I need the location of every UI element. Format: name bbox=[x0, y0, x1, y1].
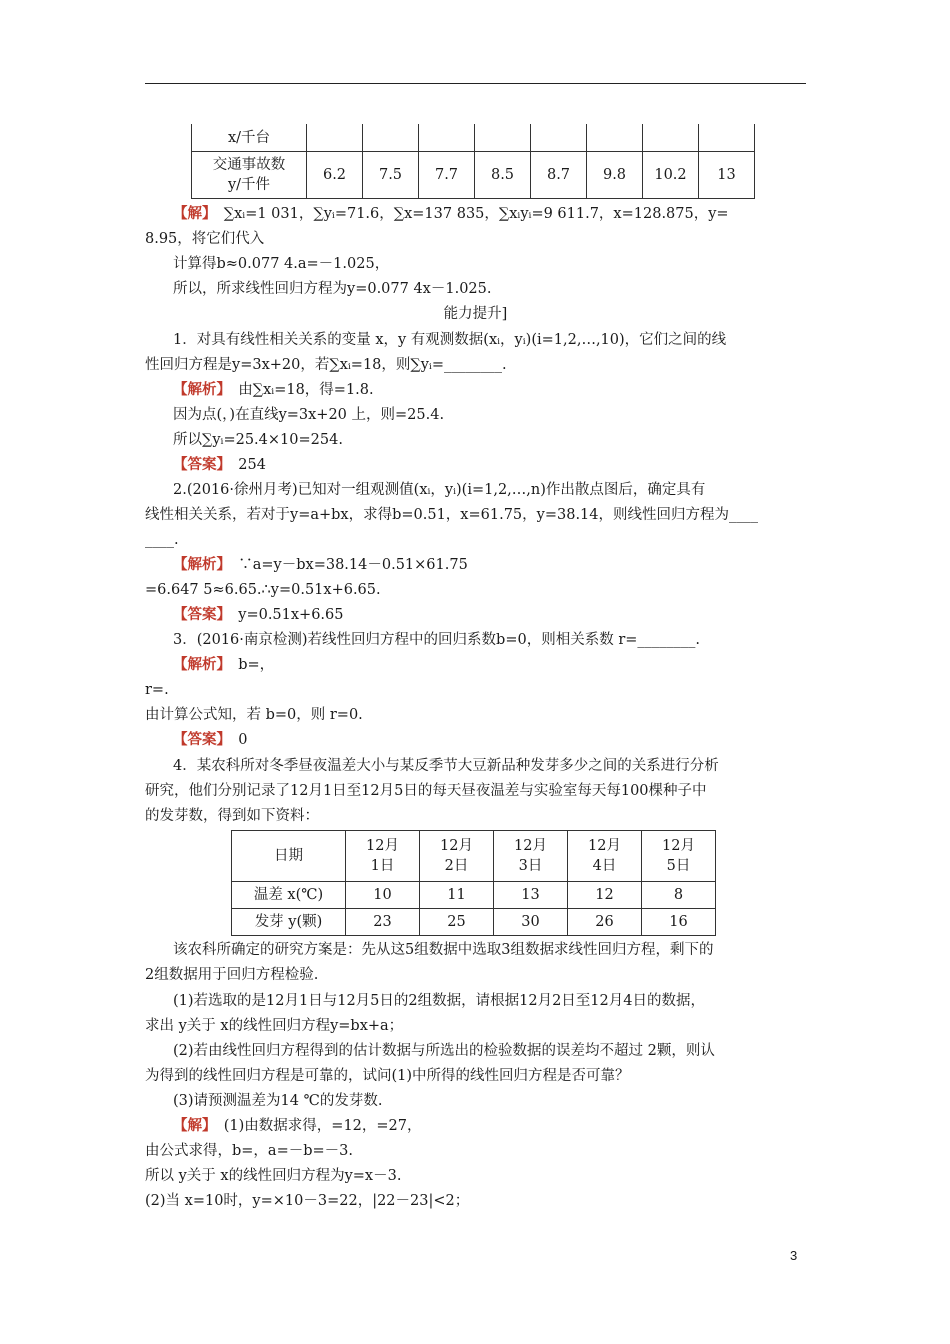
table-cell: 10 bbox=[346, 882, 420, 909]
table-cell: 26 bbox=[568, 909, 642, 936]
solution-line: 【 解 】 ∑xᵢ=1 031，∑yᵢ=71.6，∑x=137 835，∑xᵢyᵢ=9 611.7，x=128.875，y= bbox=[173, 204, 843, 224]
question-text: ____. bbox=[145, 532, 179, 548]
text-line: 计算得b≈0.077 4.a=－1.025， bbox=[173, 256, 390, 272]
text-line: 因为点(，)在直线y=3x+20 上，则=25.4. bbox=[173, 407, 445, 423]
question-text: 研究，他们分别记录了12月1日至12月5日的每天昼夜温差与实验室每天每100棵种子中 bbox=[145, 783, 707, 799]
table-cell: 12月 4日 bbox=[568, 831, 642, 882]
table-cell: 23 bbox=[346, 909, 420, 936]
analysis-line: 【 解析 】 b=， bbox=[173, 655, 843, 675]
text-line: 所以 y关于 x的线性回归方程为y=x－3. bbox=[145, 1168, 402, 1184]
sprout-table bbox=[231, 830, 716, 936]
section-title: 能力提升] bbox=[443, 306, 508, 322]
row-label: 发芽 y(颗) bbox=[232, 909, 346, 936]
table-cell: 8.5 bbox=[475, 152, 531, 199]
analysis-line: 【 解析 】 ∵a=y－bx=38.14－0.51×61.75 bbox=[173, 555, 843, 575]
table-row bbox=[192, 152, 755, 199]
question-text: 2.(2016·徐州月考)已知对一组观测值(xᵢ，yᵢ)(i=1,2,…,n)作出散点图后，确定具有 bbox=[173, 482, 706, 498]
text-line: (2)当 x=10时，y=×10－3=22，|22－23|<2； bbox=[145, 1193, 470, 1209]
table-row bbox=[232, 882, 716, 909]
text-line: (3)请预测温差为14 ℃的发芽数. bbox=[173, 1093, 383, 1109]
table-row bbox=[232, 831, 716, 882]
text-line: 所以，所求线性回归方程为y=0.077 4x－1.025. bbox=[173, 281, 492, 297]
table-cell: 30 bbox=[494, 909, 568, 936]
table-cell: 12月 2日 bbox=[420, 831, 494, 882]
table-cell: 6.2 bbox=[307, 152, 363, 199]
table-cell: 8 bbox=[642, 882, 716, 909]
question-text: 1．对具有线性相关关系的变量 x，y 有观测数据(xᵢ，yᵢ)(i=1,2,…,10)，它们之间的线 bbox=[173, 332, 727, 348]
table-cell: 7.5 bbox=[363, 152, 419, 199]
table-cell: 16 bbox=[642, 909, 716, 936]
page-number: 3 bbox=[790, 1248, 798, 1263]
table-cell: 13 bbox=[699, 152, 755, 199]
table-cell: 12月 5日 bbox=[642, 831, 716, 882]
text-line: 由计算公式知，若 b=0，则 r=0. bbox=[145, 707, 363, 723]
analysis-line: 【 解析 】 由∑xᵢ=18，得=1.8. bbox=[173, 380, 843, 400]
question-text: 3．(2016·南京检测)若线性回归方程中的回归系数b=0，则相关系数 r=________. bbox=[173, 632, 701, 648]
text-line: 8.95，将它们代入 bbox=[145, 231, 265, 247]
answer-line: 【 答案 】 0 bbox=[173, 730, 843, 750]
table-cell: 25 bbox=[420, 909, 494, 936]
row-label: x/千台 bbox=[192, 124, 307, 152]
text-line: =6.647 5≈6.65.∴y=0.51x+6.65. bbox=[145, 582, 381, 598]
table-cell: 12 bbox=[568, 882, 642, 909]
solution-line: 【 解 】 (1)由数据求得，=12，=27， bbox=[173, 1116, 843, 1136]
table-cell: 13 bbox=[494, 882, 568, 909]
text-line: (1)若选取的是12月1日与12月5日的2组数据，请根据12月2日至12月4日的数据， bbox=[173, 993, 705, 1009]
text-line: r=. bbox=[145, 682, 169, 698]
table-row bbox=[192, 124, 755, 152]
accident-table bbox=[191, 124, 755, 199]
table-cell: 9.8 bbox=[587, 152, 643, 199]
question-text: 性回归方程是y=3x+20，若∑xᵢ=18，则∑yᵢ=________. bbox=[145, 357, 507, 373]
answer-line: 【 答案 】 254 bbox=[173, 455, 843, 475]
text-line: 由公式求得，b=，a=－b=－3. bbox=[145, 1143, 353, 1159]
text-line: 该农科所确定的研究方案是：先从这5组数据中选取3组数据求线性回归方程，剩下的 bbox=[173, 942, 714, 958]
row-label: 日期 bbox=[232, 831, 346, 882]
table-cell: 8.7 bbox=[531, 152, 587, 199]
question-text: 线性相关关系，若对于y=a+bx，求得b=0.51，x=61.75，y=38.14，则线性回归方程为____ bbox=[145, 507, 758, 523]
text-line: 为得到的线性回归方程是可靠的，试问(1)中所得的线性回归方程是否可靠？ bbox=[145, 1068, 630, 1084]
question-text: 的发芽数，得到如下资料： bbox=[145, 808, 319, 824]
text-line: 求出 y关于 x的线性回归方程y=bx+a； bbox=[145, 1018, 404, 1034]
table-cell: 12月 1日 bbox=[346, 831, 420, 882]
row-label: 温差 x(℃) bbox=[232, 882, 346, 909]
table-row bbox=[232, 909, 716, 936]
text-line: (2)若由线性回归方程得到的估计数据与所选出的检验数据的误差均不超过 2颗，则认 bbox=[173, 1043, 715, 1059]
table-cell: 10.2 bbox=[643, 152, 699, 199]
table-cell: 11 bbox=[420, 882, 494, 909]
table-cell: 7.7 bbox=[419, 152, 475, 199]
text-line: 2组数据用于回归方程检验. bbox=[145, 967, 319, 983]
row-label: 交通事故数 y/千件 bbox=[192, 152, 307, 199]
question-text: 4．某农科所对冬季昼夜温差大小与某反季节大豆新品种发芽多少之间的关系进行分析 bbox=[173, 758, 719, 774]
header-rule bbox=[145, 83, 806, 84]
text-line: 所以∑yᵢ=25.4×10=254. bbox=[173, 432, 343, 448]
table-cell: 12月 3日 bbox=[494, 831, 568, 882]
answer-line: 【 答案 】 y=0.51x+6.65 bbox=[173, 605, 843, 625]
